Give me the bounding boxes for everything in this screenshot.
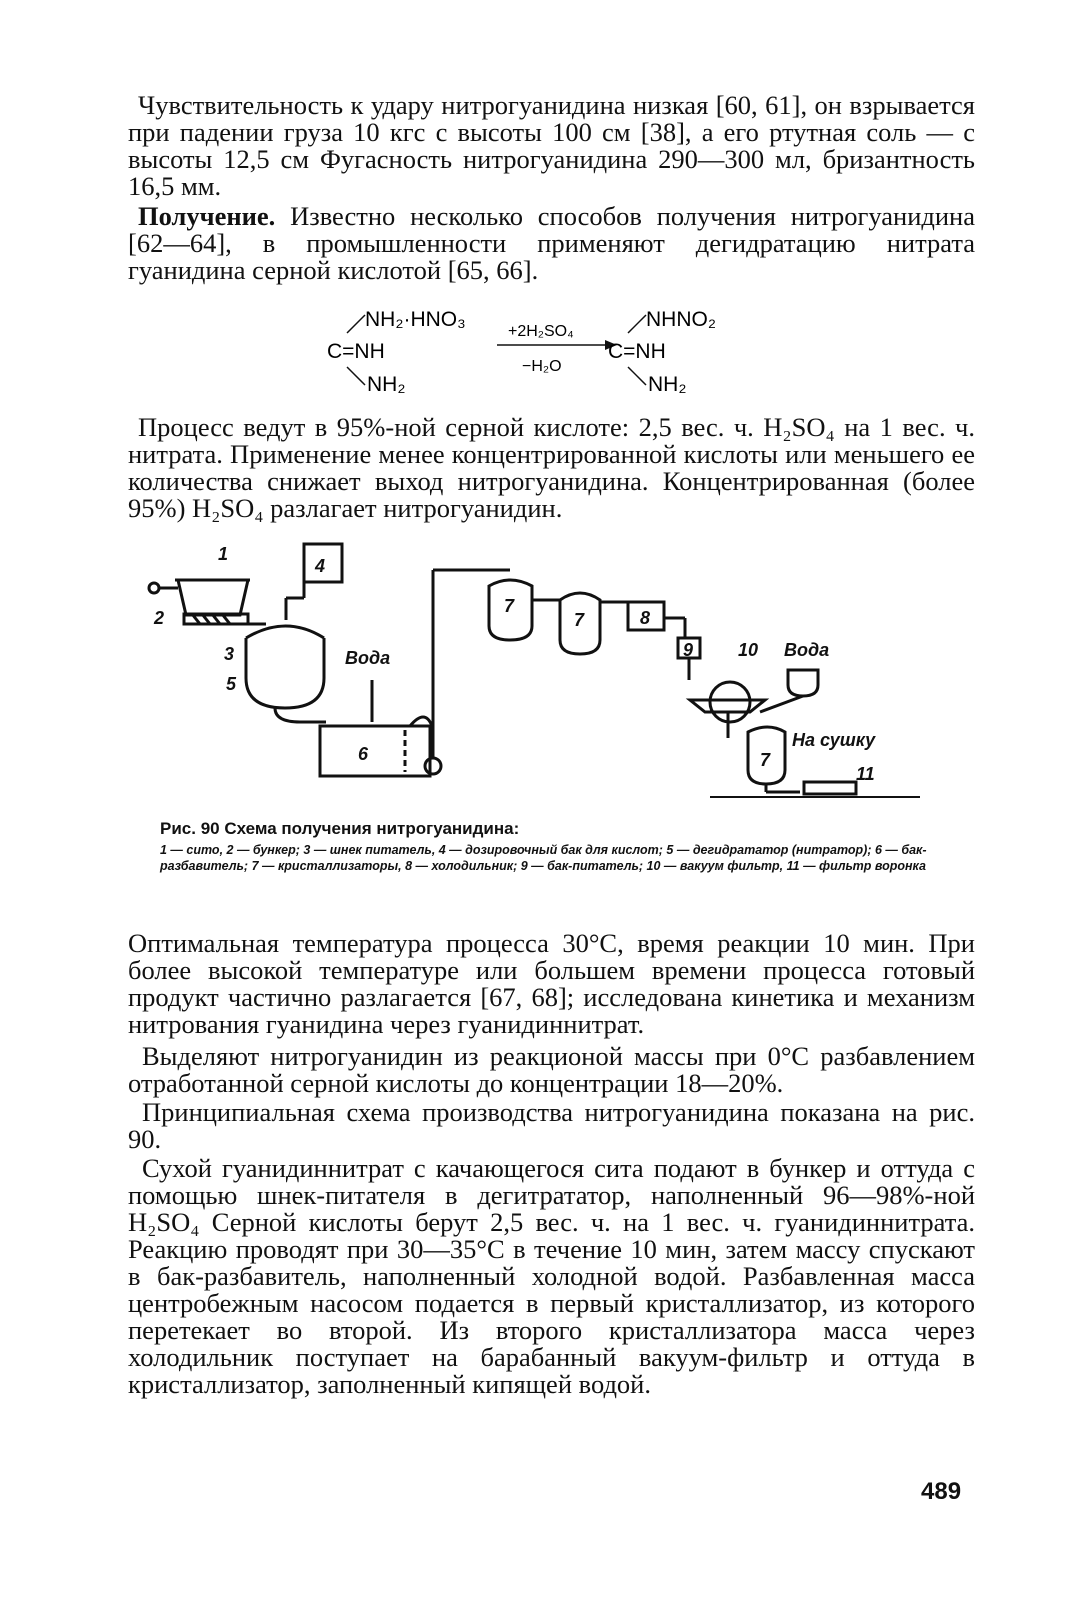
paragraph-scheme-reference: Принципиальная схема производства нитрогуанидина показана на рис. 90.: [128, 1097, 975, 1154]
production-text: Известно несколько способов получения нитрогуанидина [62—64], в промышленности применяют дегидратацию нитрата гуанидина серной кислотой [65, 66].: [128, 201, 975, 285]
right-mid-group: C=NH: [608, 340, 666, 363]
vacuum-filter-drum: [710, 682, 750, 722]
sieve-pivot-icon: [149, 583, 159, 593]
label-11: 11: [856, 764, 875, 784]
process-flow-diagram: [140, 540, 940, 810]
paragraph-sensitivity: Чувствительность к удару нитрогуанидина низкая [60, 61], он взрывается при падении груза 10 кгс с высоты 100 см [38], а его ртутная соль — с высоты 12,5 см Фугасность нитрогуанидина 290—300 мл, бризантность 16,5 мм.: [128, 90, 975, 201]
left-top-group: NH₂·HNO₃: [365, 308, 466, 331]
filter-funnel-shape: [804, 782, 856, 794]
nitrator-vessel: [246, 638, 324, 708]
label-1: 1: [218, 544, 229, 564]
hopper-shape: [178, 580, 248, 615]
right-bottom-group: NH₂: [648, 373, 687, 396]
water-label-1: Вода: [345, 648, 391, 668]
label-8: 8: [640, 608, 651, 628]
label-6: 6: [358, 744, 369, 764]
label-7a: 7: [504, 596, 515, 616]
right-top-group: NHNO₂: [646, 308, 716, 331]
pump-icon: [425, 758, 441, 774]
label-7b: 7: [574, 610, 585, 630]
left-mid-group: C=NH: [327, 340, 385, 363]
label-4: 4: [315, 556, 326, 576]
production-heading: Получение.: [138, 201, 276, 231]
label-9: 9: [683, 640, 694, 660]
label-3: 3: [224, 644, 235, 664]
label-2: 2: [154, 608, 165, 628]
paragraph-process: Процесс ведут в 95%-ной серной кислоте: 2,5 вес. ч. H₂SO₄ на 1 вес. ч. нитрата. Применение менее концентрированной кислоты или меньшего ее количества снижает выход нитрогуанидина. Концентрированная (более 95%) H₂SO₄ разлагает нитрогуанидин.: [128, 412, 975, 523]
reagent-label: +2H₂SO₄: [508, 323, 574, 340]
paragraph-temperature: Оптимальная температура процесса 30°С, время реакции 10 мин. При более высокой температуре или большем времени процесса готовый продукт частично разлагается [67, 68]; исследована кинетика и механизм нитрования гуанидина через гуанидиннитрат.: [128, 928, 975, 1039]
paragraph-production: [128, 203, 975, 284]
figure-caption: [160, 818, 960, 874]
label-7c: 7: [760, 750, 771, 770]
nitrator-lid: [246, 626, 324, 638]
left-bottom-group: NH₂: [367, 373, 406, 396]
page-number: 489: [921, 1478, 962, 1505]
reaction-equation: [325, 303, 745, 403]
paragraph-description: Сухой гуанидиннитрат с качающегося сита подают в бункер и оттуда с помощью шнек-питателя в дегитрататор, наполненный 96—98%-ной H₂SO₄ Серной кислоты берут 2,5 вес. ч. на 1 вес. ч. гуанидиннитрата. Реакцию проводят при 30—35°С в течение 10 мин, затем массу спускают в бак-разбавитель, наполненный холодной водой. Разбавленная масса центробежным насосом подается в первый кристаллизатор, из которого перетекает во второй. Из второго кристаллизатора масса через холодильник поступает на барабанный вакуум-фильтр и оттуда в кристаллизатор, заполненный кипящей водой.: [128, 1153, 975, 1399]
caption-title: Рис. 90 Схема получения нитрогуанидина:: [160, 819, 520, 838]
caption-legend: 1 — сито, 2 — бункер; 3 — шнек питатель, 4 — дозировочный бак для кислот; 5 — дегидрататор (нитратор); 6 — бак-разбавитель; 7 — кристаллизаторы, 8 — холодильник; 9 — бак-питатель; 10 — вакуум фильтр, 11 — фильтр воронка: [160, 843, 927, 873]
paragraph-isolation: Выделяют нитрогуанидин из реакционой массы при 0°С разбавлением отработанной серной кислоты до концентрации 18—20%.: [128, 1041, 975, 1098]
water-funnel-shape: [788, 670, 818, 696]
reaction-svg: [325, 303, 745, 403]
label-5: 5: [226, 674, 237, 694]
label-10: 10: [738, 640, 759, 660]
water-label-2: Вода: [784, 640, 830, 660]
dilution-tank-shape: [320, 726, 430, 776]
byproduct-label: −H₂O: [522, 358, 562, 375]
to-drying-label: На сушку: [792, 730, 876, 750]
